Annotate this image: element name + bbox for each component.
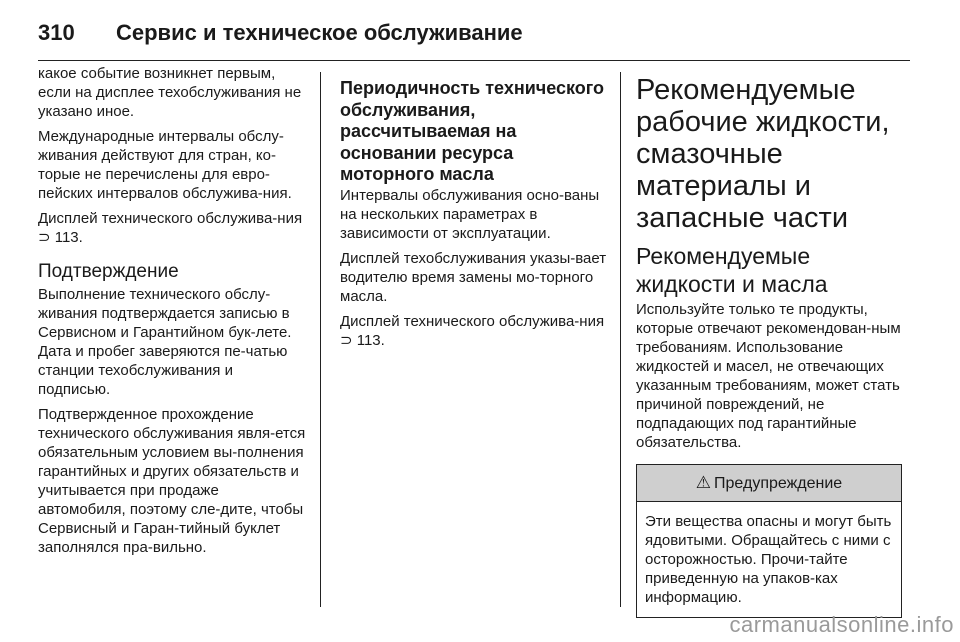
subsection-title-oils: Рекомендуемые жидкости и масла — [636, 243, 828, 297]
column-right — [636, 64, 911, 618]
warning-text: Эти вещества опасны и могут быть ядовитыми. Обращайтесь с ними с осторожностью. Прочи-тайте приведенную на упаков-ках информацию. — [645, 513, 892, 606]
page-header — [38, 20, 910, 56]
column-divider-1 — [320, 72, 321, 607]
header-divider — [38, 60, 910, 61]
column-middle — [340, 64, 610, 356]
cross-reference: Дисплей технического обслужива-ния ⊃ 113. — [340, 312, 605, 349]
paragraph: Международные интервалы обслу-живания действуют для стран, ко-торые не перечислены для евро-пейских интервалов обслужива-ния. — [38, 128, 292, 202]
paragraph: Используйте только те продукты, которые отвечают рекомендован-ным требованиям. Использование жидкостей и масел, не отвечающих указанным требованиям, может стать причиной повреждений, не подпадающих под гарантийные обязательства. — [636, 301, 901, 451]
warning-triangle-icon: ⚠ — [695, 473, 712, 492]
chapter-title: Сервис и техническое обслуживание — [116, 20, 523, 45]
paragraph: Дисплей техобслуживания указы-вает водителю время замены мо-торного масла. — [340, 249, 607, 305]
paragraph: Интервалы обслуживания осно-ваны на нескольких параметрах в зависимости от эксплуатации. — [340, 186, 600, 242]
column-left — [38, 64, 308, 563]
page-number: 310 — [38, 20, 75, 45]
paragraph: какое событие возникнет первым, если на дисплее техобслуживания не указано иное. — [38, 65, 302, 120]
watermark: carmanualsonline.info — [729, 612, 954, 637]
paragraph: Выполнение технического обслу-живания подтверждается записью в Сервисном и Гарантийном бук-лете. Дата и пробег заверяются пе-чатью станции техобслуживания и подписью. — [38, 286, 292, 398]
section-title-fluids: Рекомендуемые рабочие жидкости, смазочные материалы и запасные части — [636, 74, 890, 234]
section-heading-oil-interval: Периодичность технического обслуживания, рассчитываемая на основании ресурса моторного масла — [340, 78, 605, 184]
warning-label: Предупреждение — [714, 475, 843, 492]
cross-reference: Дисплей технического обслужива-ния ⊃ 113. — [38, 210, 303, 246]
warning-box — [636, 464, 902, 618]
warning-body — [637, 502, 901, 617]
warning-header — [637, 465, 901, 502]
column-divider-2 — [620, 72, 621, 607]
section-heading-confirmation: Подтверждение — [38, 261, 179, 282]
paragraph: Подтвержденное прохождение технического обслуживания явля-ется обязательным условием вы-полнения гарантийных и других обязательств и учитывается при продаже автомобиля, поэтому сле-дите, чтобы Сервисный и Гаран-тийный буклет заполнялся пра-вильно. — [38, 406, 306, 556]
